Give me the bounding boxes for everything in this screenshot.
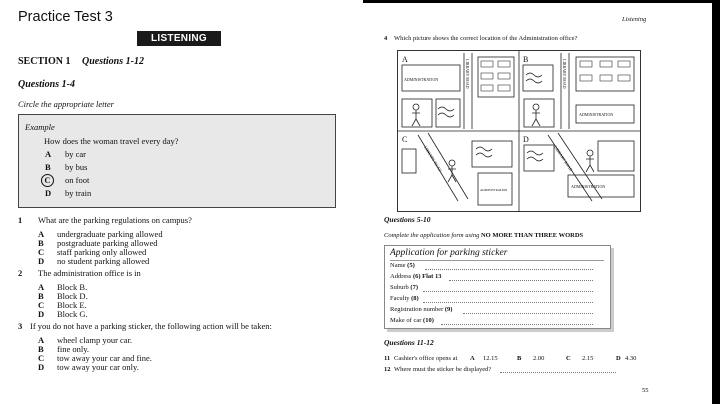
form-row-registration	[390, 306, 452, 313]
right-border	[712, 0, 720, 404]
q2-text: The administration office is in	[38, 268, 141, 278]
q11-number: 11	[384, 355, 391, 362]
panel-letter-d: D	[523, 135, 529, 144]
q2-letter-d: D	[38, 309, 45, 319]
example-option-a: by car	[65, 149, 87, 159]
panel-c-road-label: LIBRARY ROAD	[423, 144, 444, 173]
form-row-registration-label: Registration number	[390, 306, 445, 313]
q11-text: Cashier's office opens at	[394, 355, 458, 362]
q5-10-instruction	[384, 232, 583, 239]
q2-letter-b: B	[38, 291, 44, 301]
panel-d-admin-label: ADMINISTRATION	[571, 184, 606, 189]
q12-text: Where must the sticker be displayed?	[394, 366, 492, 373]
panel-letter-c: C	[402, 135, 408, 144]
q1-option-c: staff parking only allowed	[57, 247, 147, 257]
q11-12-heading: Questions 11-12	[384, 338, 434, 347]
q3-letter-a: A	[38, 335, 45, 345]
form-row-name-line	[425, 269, 593, 270]
q1-letter-b: B	[38, 238, 44, 248]
q3-option-a: wheel clamp your car.	[57, 335, 133, 345]
form-row-name-num: (5)	[407, 262, 415, 269]
form-row-name-label: Name	[390, 262, 408, 269]
example-letter-c-circled: C	[41, 174, 54, 187]
q11-letter-a: A	[470, 355, 475, 362]
form-row-make	[390, 317, 434, 324]
q3-letter-b: B	[38, 344, 44, 354]
form-row-faculty-label: Faculty	[390, 295, 412, 302]
form-row-make-label: Make of car	[390, 317, 424, 324]
q2-option-a: Block B.	[57, 282, 88, 292]
example-option-d: by train	[65, 188, 92, 198]
form-row-faculty	[390, 295, 419, 302]
form-row-address	[390, 273, 441, 280]
q1-option-d: no student parking allowed	[57, 256, 150, 266]
q1-option-b: postgraduate parking allowed	[57, 238, 158, 248]
q12-number: 12	[384, 366, 391, 373]
example-letter-b: B	[45, 162, 51, 172]
panel-a-road-label: LIBRARY ROAD	[465, 59, 470, 89]
form-row-make-num: (10)	[423, 317, 434, 324]
form-row-faculty-line	[423, 302, 593, 303]
q1-letter-d: D	[38, 256, 45, 266]
form-row-registration-num: (9)	[444, 306, 453, 313]
q1-letter-c: C	[38, 247, 45, 257]
top-border	[363, 0, 720, 3]
q3-option-c: tow away your car and fine.	[57, 353, 152, 363]
q5-10-instruction-prefix: Complete the application form using	[384, 232, 481, 239]
q2-letter-c: C	[38, 300, 45, 310]
q1-letter-a: A	[38, 229, 45, 239]
q2-number: 2	[18, 268, 23, 278]
example-option-b: by bus	[65, 162, 88, 172]
panel-letter-a: A	[402, 55, 408, 64]
panel-b-carpark	[576, 57, 634, 91]
panel-d-road-label: LIBRARY ROAD	[553, 144, 574, 173]
q11-option-d: 4.30	[625, 355, 637, 362]
q3-number: 3	[18, 321, 23, 331]
q3-letter-d: D	[38, 362, 45, 372]
example-question: How does the woman travel every day?	[44, 136, 179, 146]
form-row-faculty-num: (8)	[411, 295, 419, 302]
form-row-suburb	[390, 284, 418, 291]
example-letter-a: A	[45, 149, 52, 159]
example-box	[18, 114, 336, 208]
q4-number: 4	[384, 35, 388, 42]
q11-letter-d: D	[616, 355, 621, 362]
running-header: Listening	[622, 16, 647, 23]
form-row-suburb-label: Suburb	[390, 284, 411, 291]
form-row-suburb-num: (7)	[410, 284, 418, 291]
q11-letter-b: B	[517, 355, 522, 362]
q1-option-a: undergraduate parking allowed	[57, 229, 163, 239]
q2-letter-a: A	[38, 282, 45, 292]
form-row-address-line	[449, 280, 593, 281]
q2-option-b: Block D.	[57, 291, 88, 301]
form-row-suburb-line	[423, 291, 593, 292]
page-title: Practice Test 3	[18, 9, 113, 25]
application-form	[384, 245, 611, 329]
q12-answer-line	[500, 372, 616, 373]
form-row-address-num: (6)	[412, 273, 421, 280]
car-rows	[481, 61, 630, 91]
form-title: Application for parking sticker	[390, 248, 508, 258]
panel-b-road-label: LIBRARY ROAD	[562, 59, 567, 89]
q2-option-d: Block G.	[57, 309, 88, 319]
q2-option-c: Block E.	[57, 300, 87, 310]
q4-text: Which picture shows the correct location of the Administration office?	[394, 35, 578, 42]
example-label: Example	[25, 122, 55, 132]
form-row-make-line	[441, 324, 593, 325]
q11-letter-c: C	[566, 355, 571, 362]
q5-10-instruction-bold: NO MORE THAN THREE WORDS	[480, 232, 584, 239]
q11-option-b: 2.00	[533, 355, 545, 362]
listening-badge: LISTENING	[137, 31, 221, 46]
instruction: Circle the appropriate letter	[18, 99, 114, 109]
questions-heading: Questions 1-4	[18, 79, 75, 90]
example-letter-d: D	[45, 188, 52, 198]
panel-b-admin-label: ADMINISTRATION	[579, 112, 614, 117]
section-questions: Questions 1-12	[82, 56, 144, 67]
map-illustration	[397, 50, 641, 212]
q3-option-d: tow away your car only.	[57, 362, 139, 372]
q1-number: 1	[18, 215, 23, 225]
form-row-name	[390, 262, 598, 269]
q3-letter-c: C	[38, 353, 45, 363]
map-svg	[398, 51, 640, 211]
form-row-address-label: Address	[390, 273, 413, 280]
panel-a-admin-label: ADMINISTRATION	[404, 77, 439, 82]
example-option-c: on foot	[65, 175, 90, 185]
form-row-registration-line	[463, 313, 593, 314]
section-label: SECTION 1	[18, 56, 71, 67]
form-title-rule	[390, 260, 604, 261]
form-row-address-value: Flat 13	[420, 273, 442, 280]
panel-c-admin-label: ADMINISTRATION	[480, 188, 508, 192]
q3-option-b: fine only.	[57, 344, 90, 354]
page-number: 55	[642, 387, 649, 394]
panel-letter-b: B	[523, 55, 529, 64]
q1-text: What are the parking regulations on campus?	[38, 215, 192, 225]
q11-option-c: 2.15	[582, 355, 594, 362]
q5-10-heading: Questions 5-10	[384, 215, 431, 224]
q11-option-a: 12.15	[483, 355, 498, 362]
q3-text: If you do not have a parking sticker, the following action will be taken:	[30, 321, 272, 331]
